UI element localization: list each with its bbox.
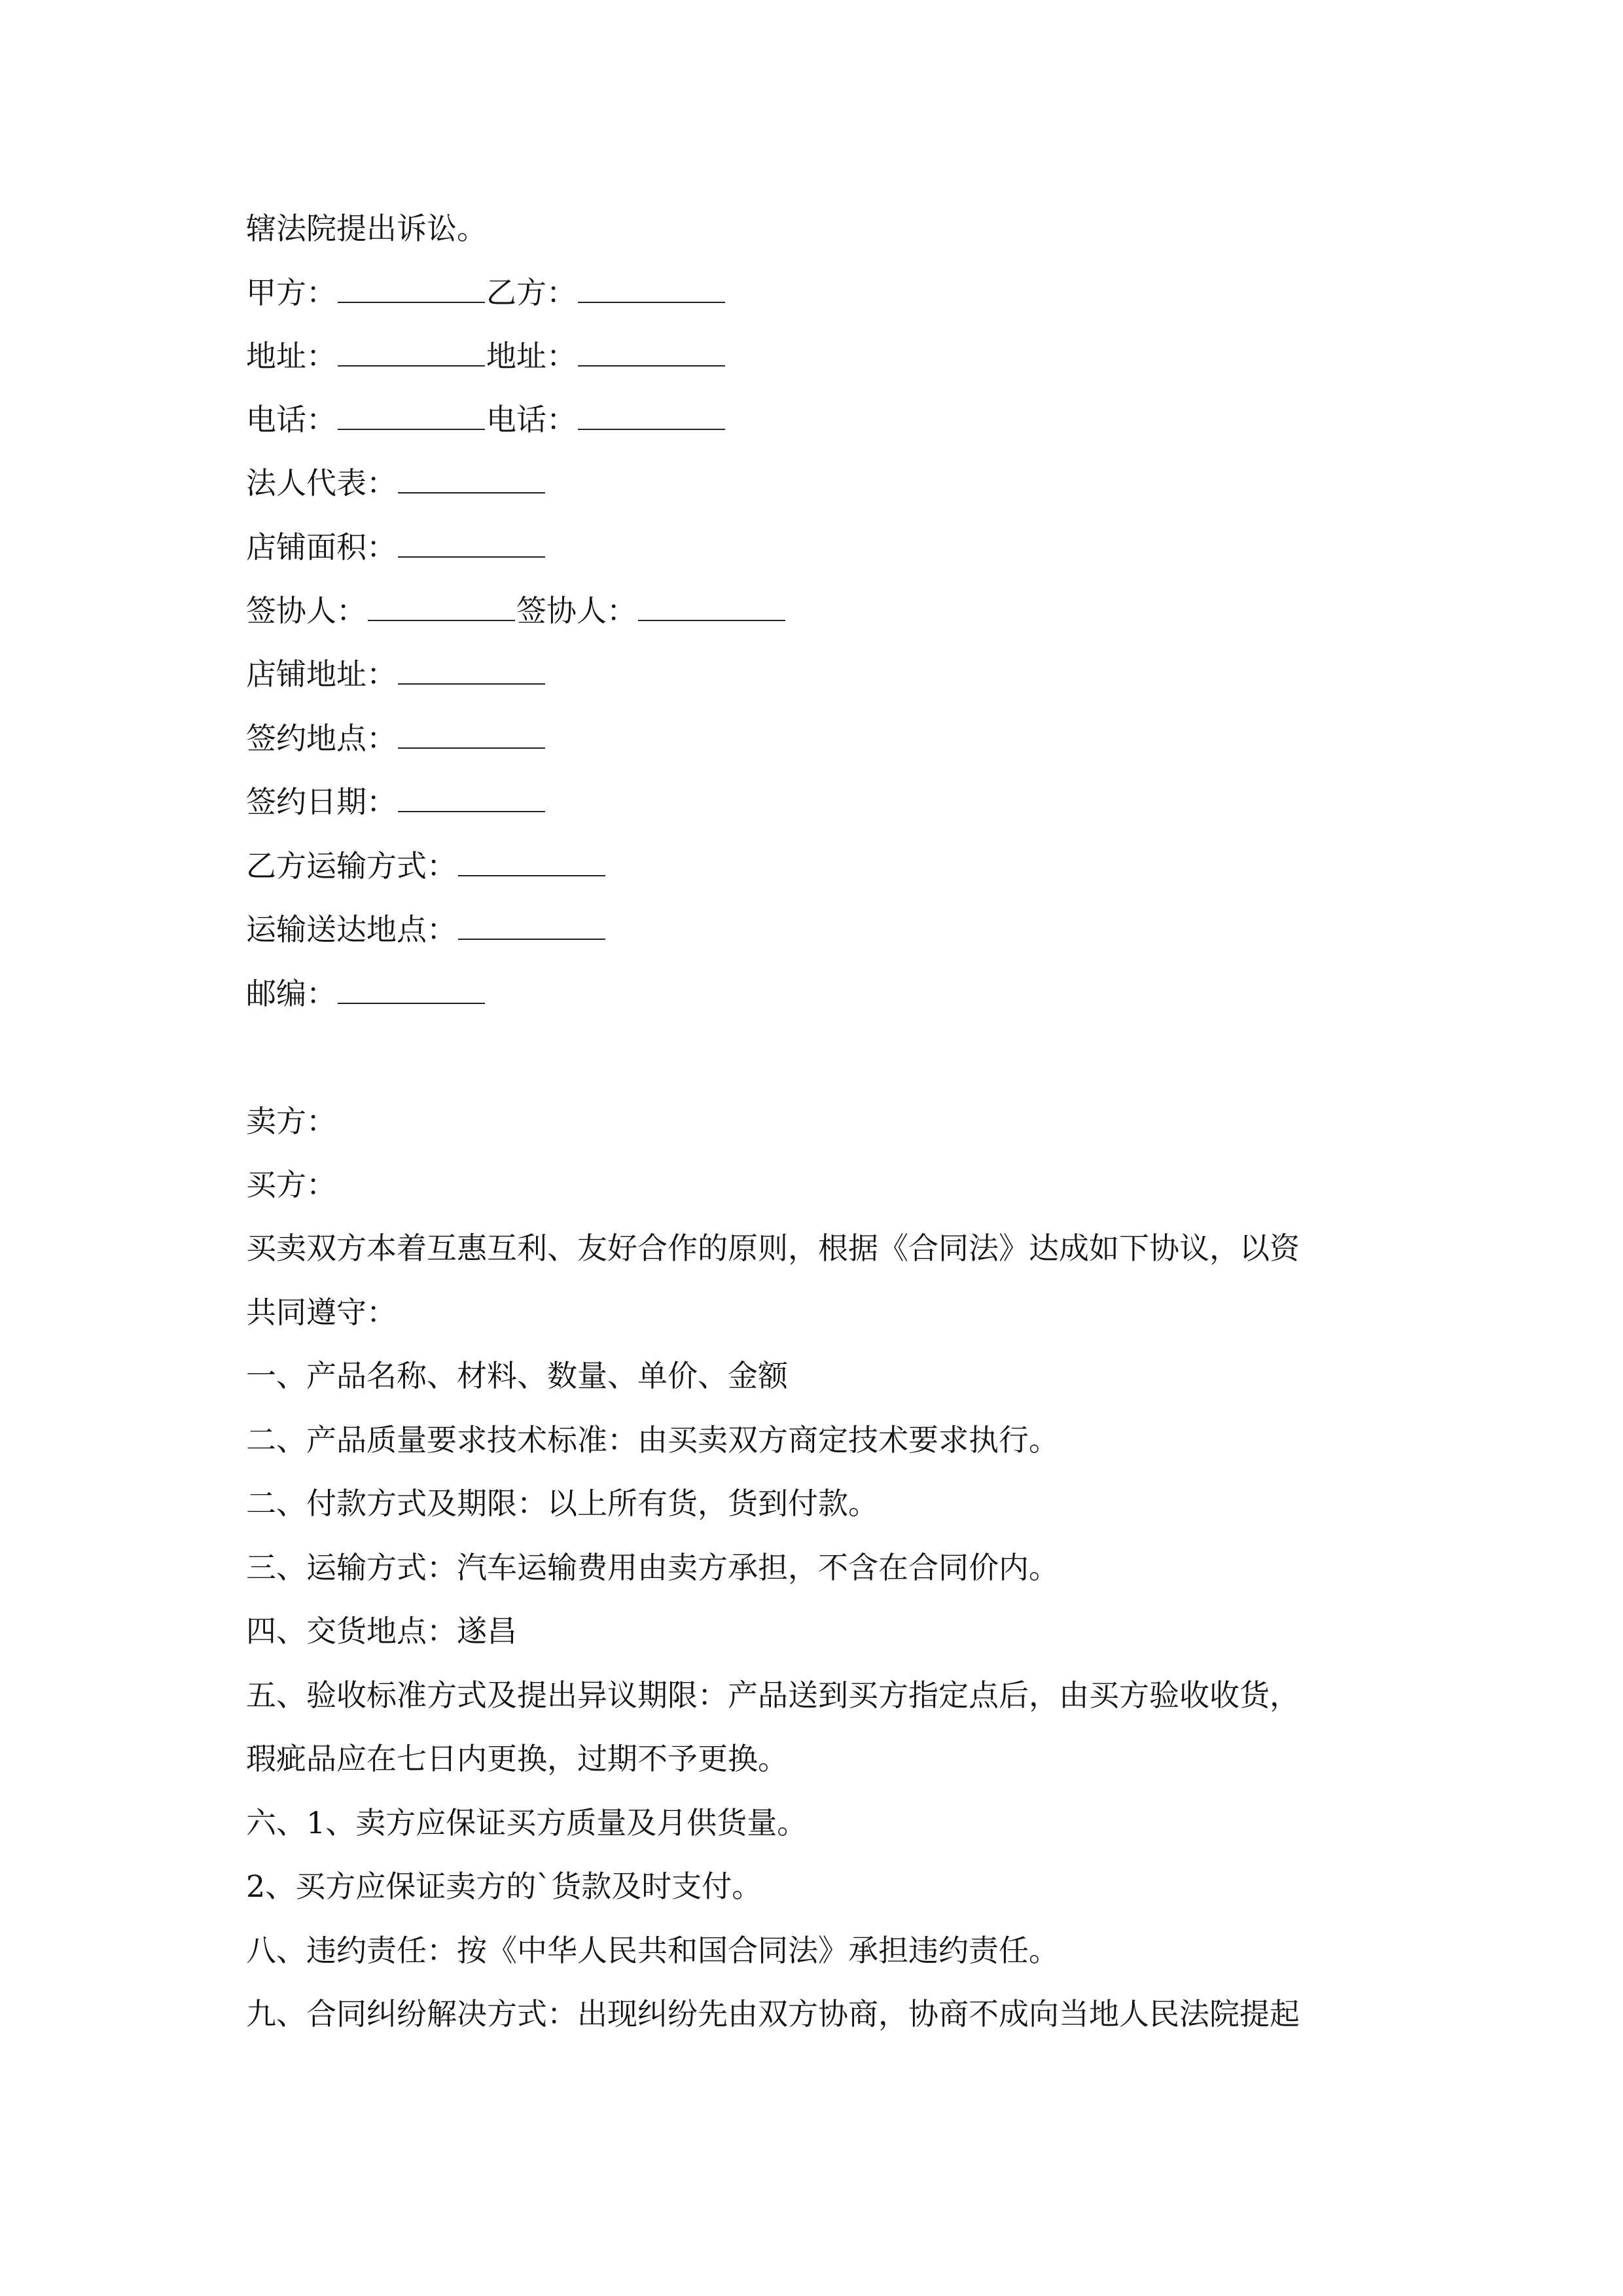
clause-1-text: 一、产品名称、材料、数量、单价、金额 (246, 1358, 788, 1393)
clause-9-text: 九、合同纠纷解决方式：出现纠纷先由双方协商，协商不成向当地人民法院提起 (246, 1996, 1300, 2032)
clause-5-text-2: 瑕疵品应在七日内更换，过期不予更换。 (246, 1741, 788, 1776)
clause-2 (246, 1420, 1059, 1460)
continuation-text (246, 209, 487, 248)
continuation: 辖法院提出诉讼。 (246, 211, 487, 246)
preamble-line-1 (246, 1229, 1300, 1268)
phone-label-b: 电话： (486, 402, 577, 437)
address-b-blank (578, 336, 725, 367)
preamble-text-1: 买卖双方本着互惠互利、友好合作的原则，根据《合同法》达成如下协议，以资 (246, 1230, 1300, 1266)
phone-label-a: 电话： (246, 402, 336, 437)
clause-5-line-2 (246, 1739, 788, 1778)
signing-place-blank (398, 719, 545, 749)
clause-5-line-1 (246, 1676, 1300, 1715)
party-b-label: 乙方： (486, 275, 577, 310)
clause-6-2-text: 2、买方应保证卖方的`货款及时支付。 (246, 1869, 762, 1904)
buyer-label: 买方： (246, 1167, 336, 1202)
transport-method-line (246, 846, 607, 886)
address-a-blank (338, 336, 485, 367)
clause-1 (246, 1356, 788, 1395)
seller-label: 卖方： (246, 1103, 336, 1139)
delivery-place-blank (458, 910, 605, 940)
address-label-a: 地址： (246, 338, 336, 374)
clause-6-1 (246, 1803, 807, 1842)
postcode-blank (338, 974, 485, 1004)
signatory-line (246, 591, 787, 630)
clause-9 (246, 1994, 1300, 2034)
clause-8 (246, 1931, 1059, 1970)
shop-address-line (246, 655, 546, 694)
signatory-label-b: 签协人： (516, 593, 637, 628)
signing-place-label: 签约地点： (246, 721, 397, 756)
transport-method-label: 乙方运输方式： (246, 848, 457, 884)
address-line (246, 336, 726, 376)
clause-3-text: 三、运输方式：汽车运输费用由卖方承担，不含在合同价内。 (246, 1550, 1059, 1585)
party-a-blank (338, 273, 485, 303)
postcode-label: 邮编： (246, 976, 336, 1011)
transport-method-blank (458, 846, 605, 876)
clause-4 (246, 1611, 517, 1651)
phone-line (246, 400, 726, 439)
shop-area-blank (398, 528, 545, 558)
legal-rep-line (246, 463, 546, 503)
signing-date-blank (398, 782, 545, 812)
party-b-blank (578, 273, 725, 303)
signing-date-line (246, 782, 546, 821)
delivery-place-line (246, 910, 607, 949)
address-label-b: 地址： (486, 338, 577, 374)
clause-6-2 (246, 1867, 762, 1906)
signing-date-label: 签约日期： (246, 784, 397, 819)
preamble-text-2: 共同遵守： (246, 1295, 397, 1330)
clause-3 (246, 1548, 1059, 1587)
clause-2-text: 二、产品质量要求技术标准：由买卖双方商定技术要求执行。 (246, 1422, 1059, 1458)
clause-6-1-text: 六、1、卖方应保证买方质量及月供货量。 (246, 1805, 808, 1840)
seller-line (246, 1102, 336, 1141)
phone-a-blank (338, 400, 485, 430)
postcode-line (246, 974, 486, 1013)
shop-address-label: 店铺地址： (246, 656, 397, 692)
shop-address-blank (398, 655, 545, 685)
clause-2b-text: 二、付款方式及期限：以上所有货，货到付款。 (246, 1486, 878, 1521)
preamble-line-2 (246, 1293, 397, 1332)
signatory-a-blank (368, 591, 515, 621)
signatory-b-blank (638, 591, 785, 621)
signatory-label-a: 签协人： (246, 593, 366, 628)
clause-4-text: 四、交货地点：遂昌 (246, 1613, 517, 1649)
signing-place-line (246, 719, 546, 758)
clause-8-text: 八、违约责任：按《中华人民共和国合同法》承担违约责任。 (246, 1933, 1059, 1968)
legal-rep-label: 法人代表： (246, 465, 397, 501)
shop-area-line (246, 528, 546, 567)
party-line (246, 273, 726, 312)
clause-2b (246, 1484, 878, 1523)
buyer-line (246, 1165, 336, 1204)
legal-rep-blank (398, 463, 545, 493)
shop-area-label: 店铺面积： (246, 529, 397, 565)
party-a-label: 甲方： (246, 275, 336, 310)
phone-b-blank (578, 400, 725, 430)
clause-5-text-1: 五、验收标准方式及提出异议期限：产品送到买方指定点后，由买方验收收货， (246, 1677, 1300, 1713)
delivery-place-label: 运输送达地点： (246, 912, 457, 947)
